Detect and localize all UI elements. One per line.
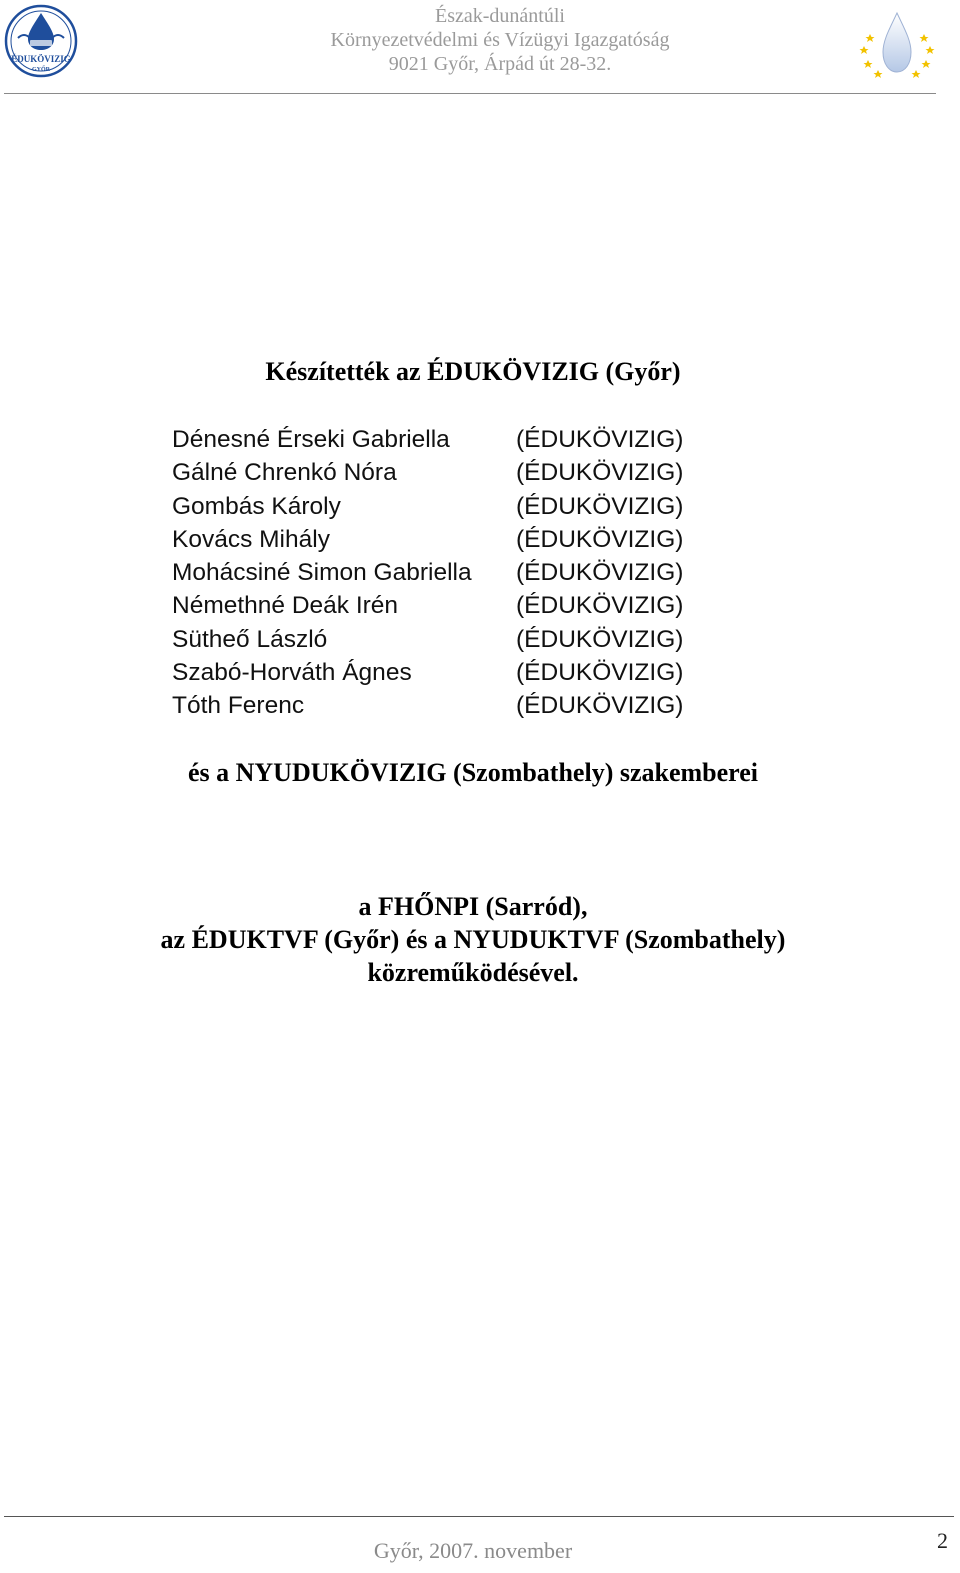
edukovizig-logo <box>4 4 78 78</box>
header-address-block <box>240 4 760 76</box>
header-org-line1: Észak-dunántúli <box>435 5 565 27</box>
author-org: (ÉDUKÖVIZIG) <box>516 459 684 487</box>
author-row <box>172 490 772 523</box>
author-name: Szabó-Horváth Ágnes <box>172 659 412 687</box>
svg-text:GYŐR: GYŐR <box>32 67 50 73</box>
eu-water-drop-logo <box>856 10 938 82</box>
contribution-line3: közreműködésével. <box>367 958 579 987</box>
author-row <box>172 423 772 456</box>
contribution-line1: a FHŐNPI (Sarród), <box>358 892 588 921</box>
author-name: Gálné Chrenkó Nóra <box>172 459 397 487</box>
contribution-line2: az ÉDUKTVF (Győr) és a NYUDUKTVF (Szombathely) <box>160 925 786 954</box>
author-name: Némethné Deák Irén <box>172 592 399 620</box>
author-name: Kovács Mihály <box>172 525 330 553</box>
author-list <box>172 423 772 723</box>
author-org: (ÉDUKÖVIZIG) <box>516 625 684 653</box>
author-row <box>172 589 772 622</box>
author-name: Gombás Károly <box>172 492 341 520</box>
author-org: (ÉDUKÖVIZIG) <box>516 659 684 687</box>
author-org: (ÉDUKÖVIZIG) <box>516 492 684 520</box>
author-row <box>172 556 772 589</box>
author-row <box>172 523 772 556</box>
footer-divider <box>4 1516 954 1517</box>
author-org: (ÉDUKÖVIZIG) <box>516 692 684 720</box>
author-org: (ÉDUKÖVIZIG) <box>516 426 684 453</box>
header-address: 9021 Győr, Árpád út 28-32. <box>388 53 612 75</box>
page-title: Készítették az ÉDUKÖVIZIG (Győr) <box>265 357 681 386</box>
svg-text:ÉDUKÖVIZIG: ÉDUKÖVIZIG <box>11 54 71 64</box>
author-name: Mohácsiné Simon Gabriella <box>172 559 472 587</box>
page-number: 2 <box>937 1528 948 1553</box>
author-org: (ÉDUKÖVIZIG) <box>516 525 684 553</box>
author-row <box>172 656 772 689</box>
author-name: Tóth Ferenc <box>172 692 305 720</box>
author-row <box>172 689 772 722</box>
header-org-line2: Környezetvédelmi és Vízügyi Igazgatóság <box>330 29 670 51</box>
author-org: (ÉDUKÖVIZIG) <box>516 559 684 587</box>
author-name: Dénesné Érseki Gabriella <box>172 426 450 453</box>
author-org: (ÉDUKÖVIZIG) <box>516 592 684 620</box>
author-row <box>172 456 772 489</box>
contribution-block <box>0 890 946 989</box>
author-name: Sütheő László <box>172 625 328 653</box>
page-header <box>0 0 960 96</box>
author-row <box>172 623 772 656</box>
partner-subtitle: és a NYUDUKÖVIZIG (Szombathely) szakemberei <box>187 758 759 787</box>
footer-place-date: Győr, 2007. november <box>373 1538 573 1563</box>
header-divider <box>4 93 936 94</box>
